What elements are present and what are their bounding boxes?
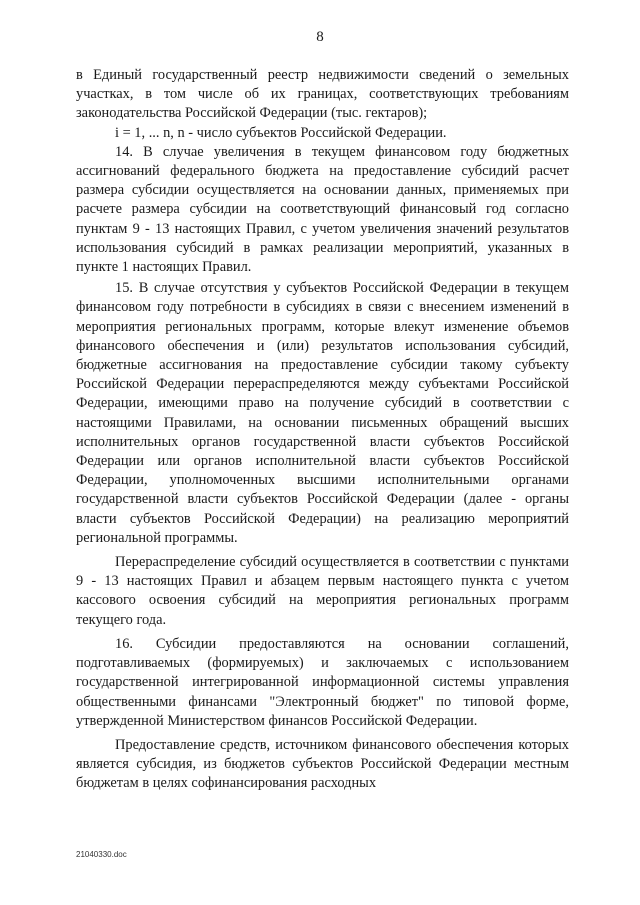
paragraph-redistribution: Перераспределение субсидий осуществляется в соответствии с пунктами 9 - 13 настоящих Правил и абзацем первым настоящего пункта с учетом кассового освоения субсидий на мероприятия региональных программ текущего года. [76,554,569,628]
page-number: 8 [316,29,324,45]
paragraph-continuation: в Единый государственный реестр недвижимости сведений о земельных участках, в том числе об их границах, соответствующих требованиям законодательства Российской Федерации (тыс. гектаров); [76,67,569,122]
paragraph-index-definition: i = 1, ... n, n - число субъектов Российской Федерации. [115,124,447,141]
paragraph-item-16: 16. Субсидии предоставляются на основании соглашений, подготавливаемых (формируемых) и заключаемых с использованием государственной интегрированной информационной системы управления общественными финансами "Электронный бюджет" по типовой форме, утвержденной Министерством финансов Российской Федерации. [76,635,569,729]
document-body [76,66,569,794]
footer-file-code: 21040330.doc [76,850,127,859]
paragraph-funds-provision: Предоставление средств, источником финансового обеспечения которых является субсидия, из бюджетов субъектов Российской Федерации местным бюджетам в целях софинансирования расходных [76,736,569,792]
paragraph-item-14: 14. В случае увеличения в текущем финансовом году бюджетных ассигнований федерального бюджета на предоставление субсидий расчет размера субсидии осуществляется на основании данных, применяемых при расчете размера субсидии на соответствующий финансовый год согласно пунктам 9 - 13 настоящих Правил, с учетом увеличения значений результатов использования субсидий в рамках реализации мероприятий, указанных в пункте 1 настоящих Правил. [76,143,569,276]
paragraph-item-15: 15. В случае отсутствия у субъектов Российской Федерации в текущем финансовом году потребности в субсидиях в связи с внесением изменений в мероприятия региональных программ, которые влекут изменение объемов финансового обеспечения и (или) результатов использования субсидий, бюджетные ассигнования на предоставление субсидии такому субъекту Российской Федерации перераспределяются между субъектами Российской Федерации, имеющими право на получение субсидий в соответствии с настоящими Правилами, на основании письменных обращений высших исполнительных органов государственной власти субъектов Российской Федерации или органов исполнительной власти субъектов Российской Федерации, уполномоченных высшими исполнительными органами государственной власти субъектов Российской Федерации (далее - органы власти субъектов Российской Федерации) на реализацию мероприятий региональной программы. [76,280,569,546]
